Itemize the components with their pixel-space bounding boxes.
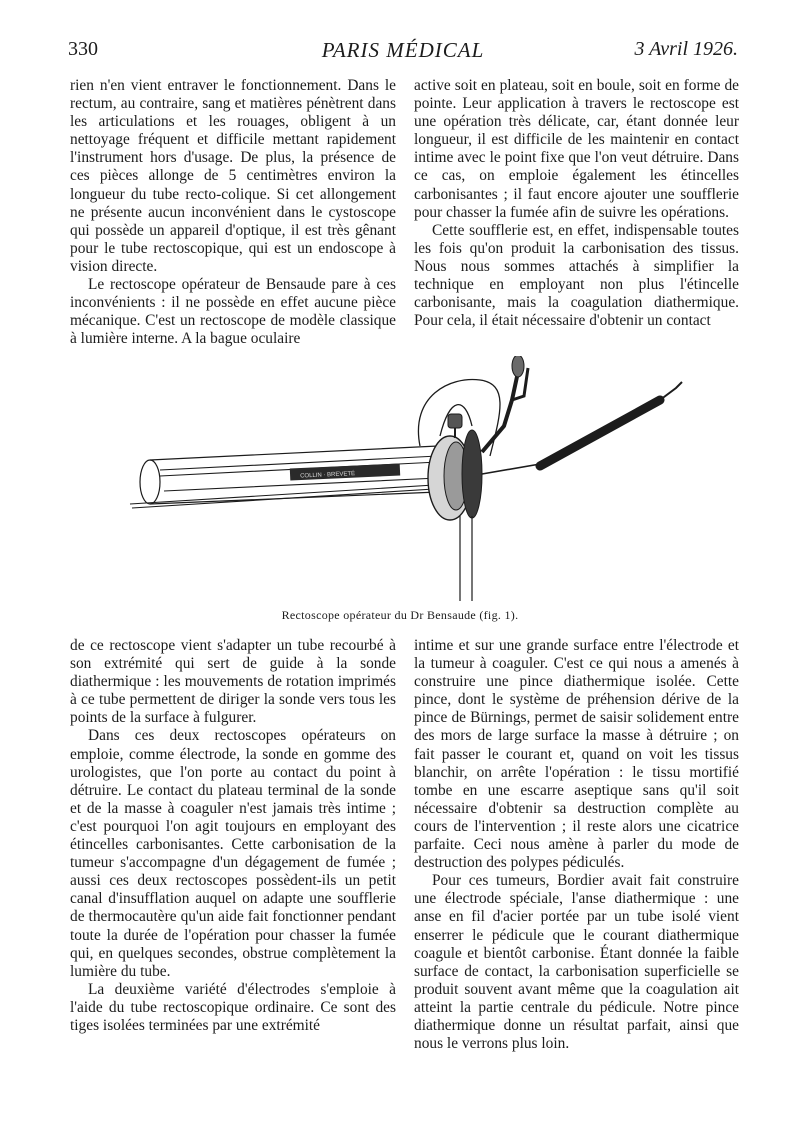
paragraph: Dans ces deux rectoscopes opérateurs on emploie, comme électrode, la sonde en gomme des urologistes, que l'on porte au contact du point à détruire. Le contact du plateau terminal de la sonde et de la masse à coaguler n'est jamais très intime ; c'est pourquoi l'on agit toujours en employant des étincelles carbonisantes. Cette carbonisation de la tumeur s'accompagne d'un dégagement de fumée ; aussi ces deux rectoscopes possèdent-ils un petit canal d'insufflation auquel on adapte une soufflerie de thermocautère qu'un aide fait fonctionner pendant toute la durée de l'opération pour chasser la fumée qui, en quelques secondes, obstrue complètement la lumière du tube. [70, 727, 396, 980]
column-top-right [414, 77, 739, 330]
paragraph: Pour ces tumeurs, Bordier avait fait construire une électrode spéciale, l'anse diathermique : une anse en fil d'acier portée par un tube isolé vient enserrer le pédicule que le courant diathermique coagule et bientôt carbonise. Étant donnée la faible surface de contact, la carbonisation superficielle se produit souvent avant même que la coagulation ait atteint la partie centrale du pédicule. Notre pince diathermique donne un résultat parfait, ainsi que nous le verrons plus loin. [414, 872, 739, 1053]
handle-tube [460, 516, 472, 601]
paragraph: de ce rectoscope vient s'adapter un tube recourbé à son extrémité qui sert de guide à la sonde diathermique : les mouvements de rotation imprimés à ce tube permettent de diriger la sonde vers tous les points de la surface à fulgurer. [70, 637, 396, 727]
adjust-knob [448, 414, 462, 428]
rectoscope-illustration [120, 356, 700, 608]
engraving-text: COLLIN · BREVETÉ [300, 471, 356, 480]
figure-caption: Rectoscope opérateur du Dr Bensaude (fig. 1). [281, 608, 519, 622]
inner-rods [130, 456, 450, 508]
running-header [68, 38, 738, 68]
paragraph: La deuxième variété d'électrodes s'emploie à l'aide du tube rectoscopique ordinaire. Ce sont des tiges isolées terminées par une extrémité [70, 980, 396, 1034]
column-bottom-left [70, 637, 396, 1035]
paragraph: Cette soufflerie est, en effet, indispensable toutes les fois qu'on produit la carbonisation des tissus. Nous nous sommes attachés à simplifier la technique en employant non plus l'étincelle carbonisante, mais la coagulation diathermique. Pour cela, il était nécessaire d'obtenir un contact [414, 221, 739, 330]
probe-handle [540, 400, 660, 466]
paragraph: Le rectoscope opérateur de Bensaude pare à ces inconvénients : il ne possède en effet aucune pièce mécanique. C'est un rectoscope de modèle classique à lumière interne. A la bague oculaire [70, 276, 396, 348]
issue-date: 3 Avril 1926. [634, 38, 738, 60]
paragraph: active soit en plateau, soit en boule, soit en forme de pointe. Leur application à travers le rectoscope est une opération très délicate, car, étant donnée leur longueur, il est difficile de les maintenir en contact intime avec le point fixe que l'on veut détruire. Dans ce cas, on emploie également les étincelles carbonisantes ; il faut encore ajouter une soufflerie pour chasser la fumée afin de suivre les opérations. [414, 77, 739, 221]
page-number: 330 [68, 38, 98, 60]
ring-face [462, 430, 482, 518]
paragraph: rien n'en vient entraver le fonctionnement. Dans le rectum, au contraire, sang et matières pénètrent dans les articulations et les rouages, obligent à un nettoyage fréquent et difficile mettant rapidement l'instrument hors d'usage. De plus, la présence de ces pièces allonge de 5 centimètres environ la longueur du tube recto-colique. Si cet allongement ne présente aucun inconvénient dans le cystoscope qui possède un appareil d'optique, il est très gênant pour le tube rectoscopique, qui est un endoscope à vision directe. [70, 77, 396, 275]
column-top-left [70, 77, 396, 348]
column-bottom-right [414, 637, 739, 1053]
tube-opening [140, 460, 160, 504]
paragraph: intime et sur une grande surface entre l'électrode et la tumeur à coaguler. C'est ce qui nous a amenés à construire une pince diathermique isolée. Cette pince, dont le système de préhension dérive de la pince de Bürnings, permet de saisir solidement entre des mors de large surface la masse à détruire ; on fait passer le courant et, quand on voit les tissus blanchir, on arrête l'opération : le tissu mortifié tombe en une escarre aseptique sans qu'il soit nécessaire d'obtenir sa destruction complète au cours de l'intervention ; il reste alors une cicatrice parfaite. Ceci nous amène à parler du mode de destruction des polypes pédiculés. [414, 637, 739, 872]
journal-title: PARIS MÉDICAL [321, 38, 485, 62]
